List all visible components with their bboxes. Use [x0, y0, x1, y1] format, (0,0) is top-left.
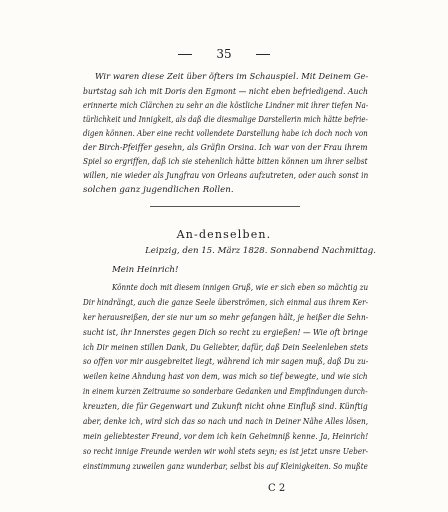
text-line: burtstag sah ich mit Doris den Egmont — nicht eben befriedigend. Auch [83, 87, 368, 97]
text-line: weilen keine Ahndung hast von dem, was mich so tief bewegte, und wie sich [83, 372, 368, 382]
letter-salutation: Mein Heinrich! [112, 265, 179, 275]
text-line: der Birch-Pfeiffer gesehn, als Gräfin Orsina. Ich war von der Frau ihrem [83, 143, 368, 153]
letter-dateline: Leipzig, den 15. März 1828. Sonnabend Nachmittag. [145, 246, 376, 256]
text-line: kreuzten, die für Gegenwart und Zukunft nicht ohne Einfluß sind. Künftig [83, 402, 368, 412]
section-divider [150, 206, 300, 207]
text-line: ker herausreißen, der sie nur um so mehr gefangen hält, je heißer die Sehn- [83, 313, 369, 323]
page-header [0, 47, 448, 61]
text-line: Könnte doch mit diesem innigen Gruß, wie er sich eben so mächtig zu [112, 283, 369, 293]
text-line: willen, nie wieder als Jungfrau von Orleans aufzutreten, oder auch sonst in [83, 171, 369, 181]
text-line: erinnerte mich Clärchen zu sehr an die köstliche Lindner mit ihrer tiefen Na- [83, 101, 369, 111]
page-number: 35 [216, 47, 232, 61]
header-dash-left [178, 54, 192, 55]
text-line: einstimmung zuweilen ganz wunderbar, selbst bis auf Kleinigkeiten. So mußte [83, 462, 368, 472]
text-line: aber, denke ich, wird sich das so nach und nach in Deiner Nähe Alles lösen, [83, 417, 369, 427]
text-line: Spiel so ergriffen, daß ich sie stehenlich hätte bitten können um ihrer selbst [83, 157, 368, 167]
text-line: Dir hindrängt, auch die ganze Seele überströmen, sich einmal aus ihrem Ker- [83, 298, 369, 308]
text-line: Wir waren diese Zeit über öfters im Schauspiel. Mit Deinem Ge- [95, 72, 369, 82]
text-line: mein geliebtester Freund, vor dem ich kein Geheimniß kenne. Ja, Heinrich! [83, 432, 369, 442]
text-line: sucht ist, ihr Innerstes gegen Dich so recht zu ergießen! — Wie oft bringe [83, 328, 368, 338]
header-dash-right [256, 54, 270, 55]
text-line: ich Dir meinen stillen Dank, Du Geliebter, dafür, daß Dein Seelenleben stets [83, 343, 368, 353]
text-line: solchen ganz jugendlichen Rollen. [83, 185, 234, 195]
text-line: in einem kurzen Zeitraume so sonderbare Gedanken und Empfindungen durch- [83, 387, 368, 397]
letter-title: An-denselben. [176, 228, 272, 241]
text-line: so recht innige Freunde werden wir wohl stets seyn; es ist jetzt unsre Ueber- [83, 447, 369, 457]
signature-mark: C 2 [268, 483, 286, 494]
text-line: digen können. Aber eine recht vollendete Darstellung habe ich doch noch von [83, 129, 368, 139]
text-line: türlichkeit und Innigkeit, als daß die diesmalige Darstellerin mich hätte befrie- [83, 115, 368, 125]
text-line: so offen vor mir ausgebreitet liegt, während ich mir sagen muß, daß Du zu- [83, 357, 369, 367]
